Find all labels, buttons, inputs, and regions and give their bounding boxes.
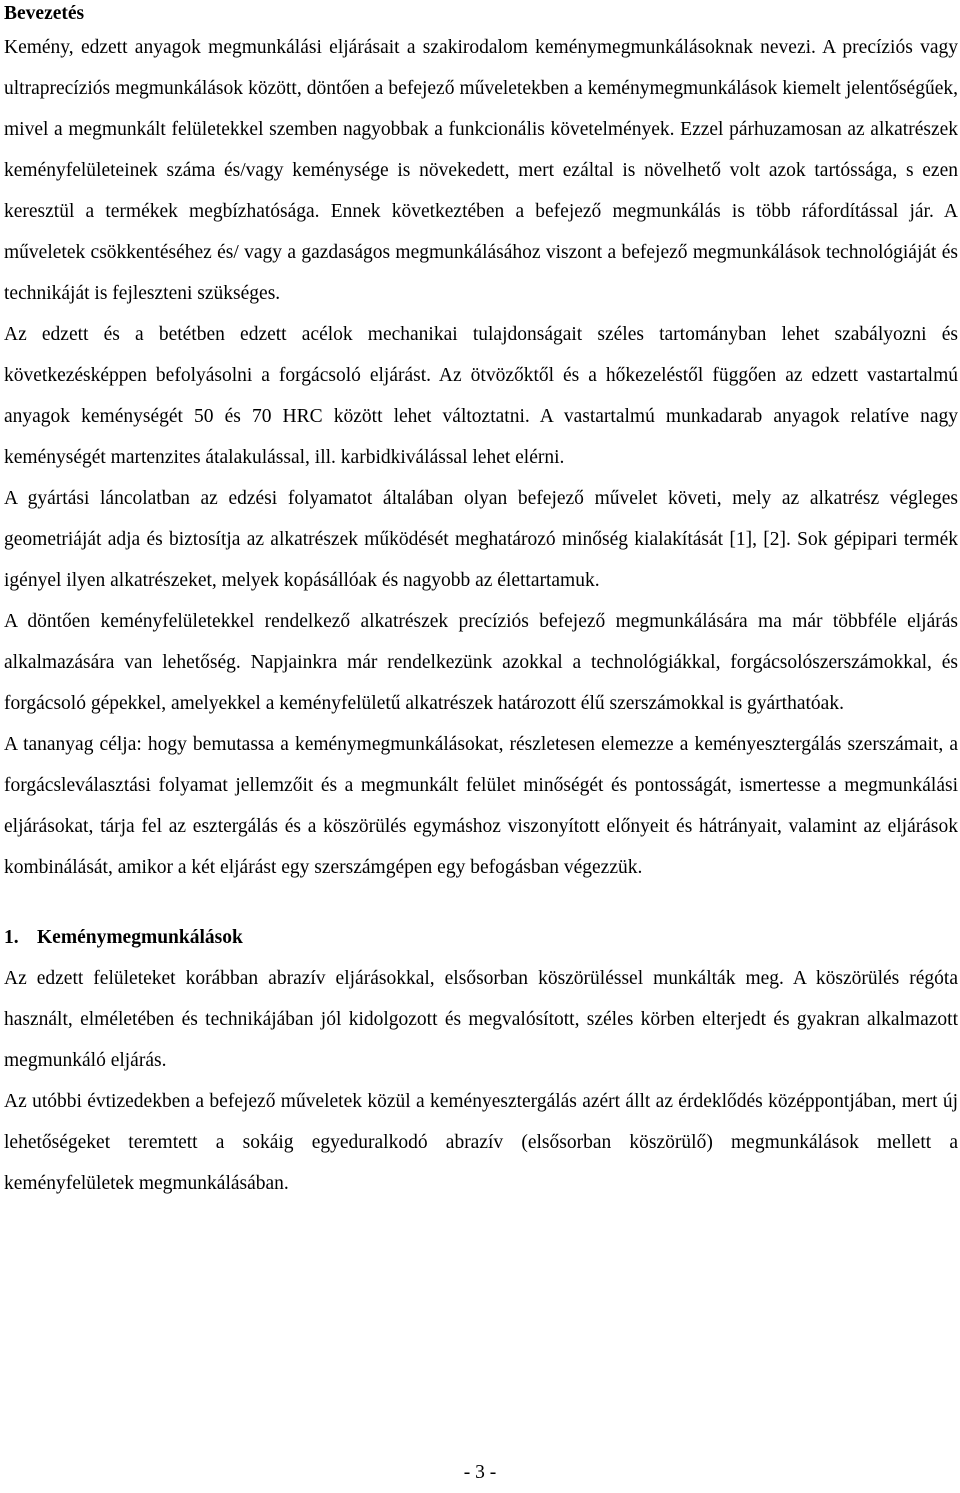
section-1-title: Keménymegmunkálások [37, 927, 243, 948]
section-1-number: 1. [4, 927, 19, 948]
section-1-paragraph-1: Az edzett felületeket korábban abrazív eljárásokkal, elsősorban köszörüléssel munkálták meg. A köszörülés régóta használt, elméletében és technikájában jól kidolgozott és megvalósított, széles körben elterjedt és gyakran alkalmazott megmunkáló eljárás. [4, 968, 958, 1071]
intro-paragraph-3: A gyártási láncolatban az edzési folyamatot általában olyan befejező művelet követi, mely az alkatrész végleges geometriáját adja és biztosítja az alkatrészek működését meghatározó minőség kialakítását [1], [2]. Sok gépipari termék igényel ilyen alkatrészeket, melyek kopásállóak és nagyobb az élettartamuk. [4, 488, 958, 591]
intro-paragraph-1: Kemény, edzett anyagok megmunkálási eljárásait a szakirodalom keménymegmunkálásoknak nevezi. A precíziós vagy ultraprecíziós megmunkálások között, döntően a befejező műveletekben a keménymegmunkálások kiemelt jelentőségűek, mivel a megmunkált felületekkel szemben nagyobbak a funkcionális követelmények. Ezzel párhuzamosan az alkatrészek keményfelületeinek száma és/vagy keménysége is növekedett, mert ezáltal is növelhető volt azok tartóssága, s ezen keresztül a termékek megbízhatósága. Ennek következtében a befejező megmunkálás is több ráfordítással jár. A műveletek csökkentéséhez és/ vagy a gazdaságos megmunkálásához viszont a befejező megmunkálások technológiáját és technikáját is fejleszteni szükséges. [4, 37, 958, 304]
document-page [4, 0, 958, 1204]
intro-heading: Bevezetés [4, 3, 85, 24]
intro-paragraph-4: A döntően keményfelületekkel rendelkező alkatrészek precíziós befejező megmunkálására ma már többféle eljárás alkalmazására van lehetőség. Napjainkra már rendelkezünk azokkal a technológiákkal, forgácsolószerszámokkal, és forgácsoló gépekkel, amelyekkel a keményfelületű alkatrészek határozott élű szerszámokkal is gyárthatóak. [4, 611, 958, 714]
intro-paragraph-5: A tananyag célja: hogy bemutassa a keménymegmunkálásokat, részletesen elemezze a keményesztergálás szerszámait, a forgácsleválasztási folyamat jellemzőit és a megmunkált felület minőségét és pontosságát, ismertesse a megmunkálási eljárásokat, tárja fel az esztergálás és a köszörülés egymáshoz viszonyított előnyeit és hátrányait, valamint az eljárások kombinálását, amikor a két eljárást egy szerszámgépen egy befogásban végezzük. [4, 734, 958, 878]
page-number: - 3 - [463, 1462, 497, 1483]
section-1-heading [4, 917, 958, 958]
intro-paragraph-2: Az edzett és a betétben edzett acélok mechanikai tulajdonságait széles tartományban lehet szabályozni és következésképpen befolyásolni a forgácsoló eljárást. Az ötvözőktől és a hőkezeléstől függően az edzett vastartalmú anyagok keménységét 50 és 70 HRC között lehet változtatni. A vastartalmú munkadarab anyagok relatíve nagy keménységét martenzites átalakulással, ill. karbidkiválással lehet elérni. [4, 324, 958, 468]
section-1-paragraph-2: Az utóbbi évtizedekben a befejező műveletek közül a keményesztergálás azért állt az érdeklődés középpontjában, mert új lehetőségeket teremtett a sokáig egyeduralkodó abrazív (elsősorban köszörülő) megmunkálások mellett a keményfelületek megmunkálásában. [4, 1091, 958, 1194]
